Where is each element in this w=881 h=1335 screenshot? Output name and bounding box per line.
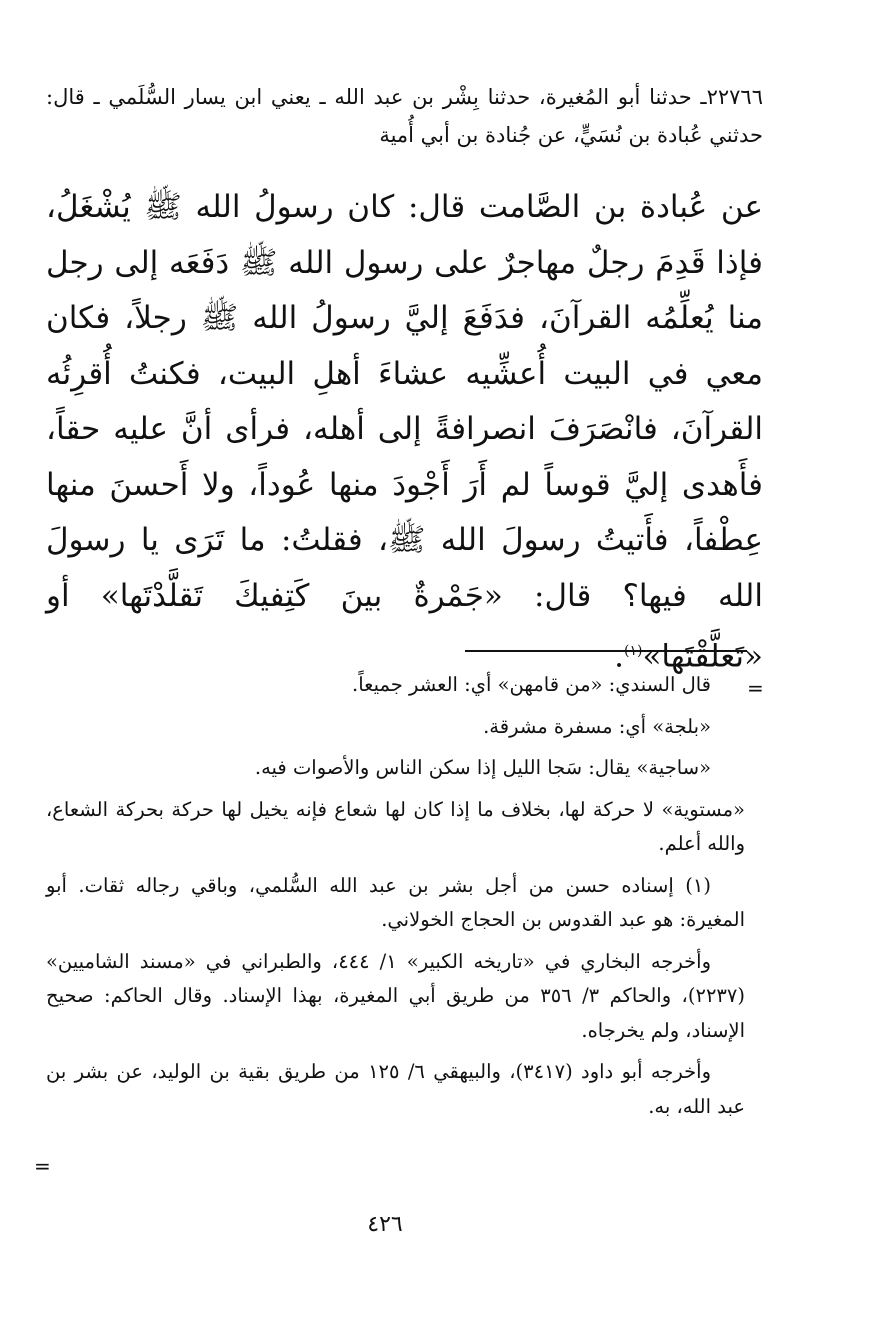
end-period: .: [614, 638, 624, 675]
hadith-body-text: عن عُبادة بن الصَّامت قال: كان رسولُ الله ﷺ يُشْغَلُ، فإذا قَدِمَ رجلٌ مهاجرٌ على رسول الله ﷺ دَفَعَه إلى رجل منا يُعلِّمُه القرآنَ، فدَفَعَ إليَّ رسولُ الله ﷺ رجلاً، فكان معي في البيت أُعشِّيه عشاءَ أهلِ البيت، فكنتُ أُقرِئُه القرآنَ، فانْصَرَفَ انصرافةً إلى أهله، فرأى أنَّ عليه حقاً، فأَهدى إليَّ قوساً لم أَرَ أَجْودَ منها عُوداً، ولا أَحسنَ منها عِطْفاً، فأَتيتُ رسولَ الله ﷺ، فقلتُ: ما تَرَى يا رسولَ الله فيها؟ قال: «جَمْرةٌ بينَ كَتِفيكَ تَقلَّدْتَها» أو «تَعلَّقْتَها»: [46, 189, 763, 675]
hadith-chain-text: ٢٢٧٦٦ـ حدثنا أبو المُغيرة، حدثنا بِشْر بن عبد الله ـ يعني ابن يسار السُّلَمي ـ قال: حدثني عُبادة بن نُسَيٍّ، عن جُنادة بن أبي أُمية: [46, 85, 763, 147]
footnote-reference: (١): [623, 643, 643, 659]
footnote-paragraph: «ساجية» يقال: سَجا الليل إذا سكن الناس والأصوات فيه.: [254, 756, 711, 779]
footnote-separator-rule: [465, 650, 747, 652]
continuation-marker-bottom: =: [34, 1154, 51, 1178]
footnote-paragraph: وأخرجه أبو داود (٣٤١٧)، والبيهقي ٦/ ١٢٥ من طريق بقية بن الوليد، عن بشر بن عبد الله، به.: [46, 1060, 745, 1118]
footnote-paragraph: قال السندي: «من قامهن» أي: العشر جميعاً.: [352, 673, 711, 696]
hadith-header: [46, 78, 763, 154]
page-number: ٤٢٦: [367, 1212, 403, 1237]
footnotes: [46, 668, 745, 1131]
footnote-paragraph: «مستوية» لا حركة لها، بخلاف ما إذا كان لها شعاع فإنه يخيل لها حركة بحركة الشعاع، والله أعلم.: [46, 797, 745, 855]
hadith-body: [46, 180, 763, 685]
continuation-marker-top: =: [747, 676, 764, 700]
footnote-paragraph: «بلجة» أي: مسفرة مشرقة.: [483, 714, 711, 738]
footnote-paragraph: وأخرجه البخاري في «تاريخه الكبير» ١/ ٤٤٤، والطبراني في «مسند الشاميين» (٢٢٣٧)، والحاكم ٣/ ٣٥٦ من طريق أبي المغيرة، بهذا الإسناد. وقال الحاكم: صحيح الإسناد، ولم يخرجاه.: [46, 949, 745, 1042]
footnote-paragraph: (١) إسناده حسن من أجل بشر بن عبد الله السُّلمي، وباقي رجاله ثقات. أبو المغيرة: هو عبد القدوس بن الحجاج الخولاني.: [46, 873, 745, 931]
